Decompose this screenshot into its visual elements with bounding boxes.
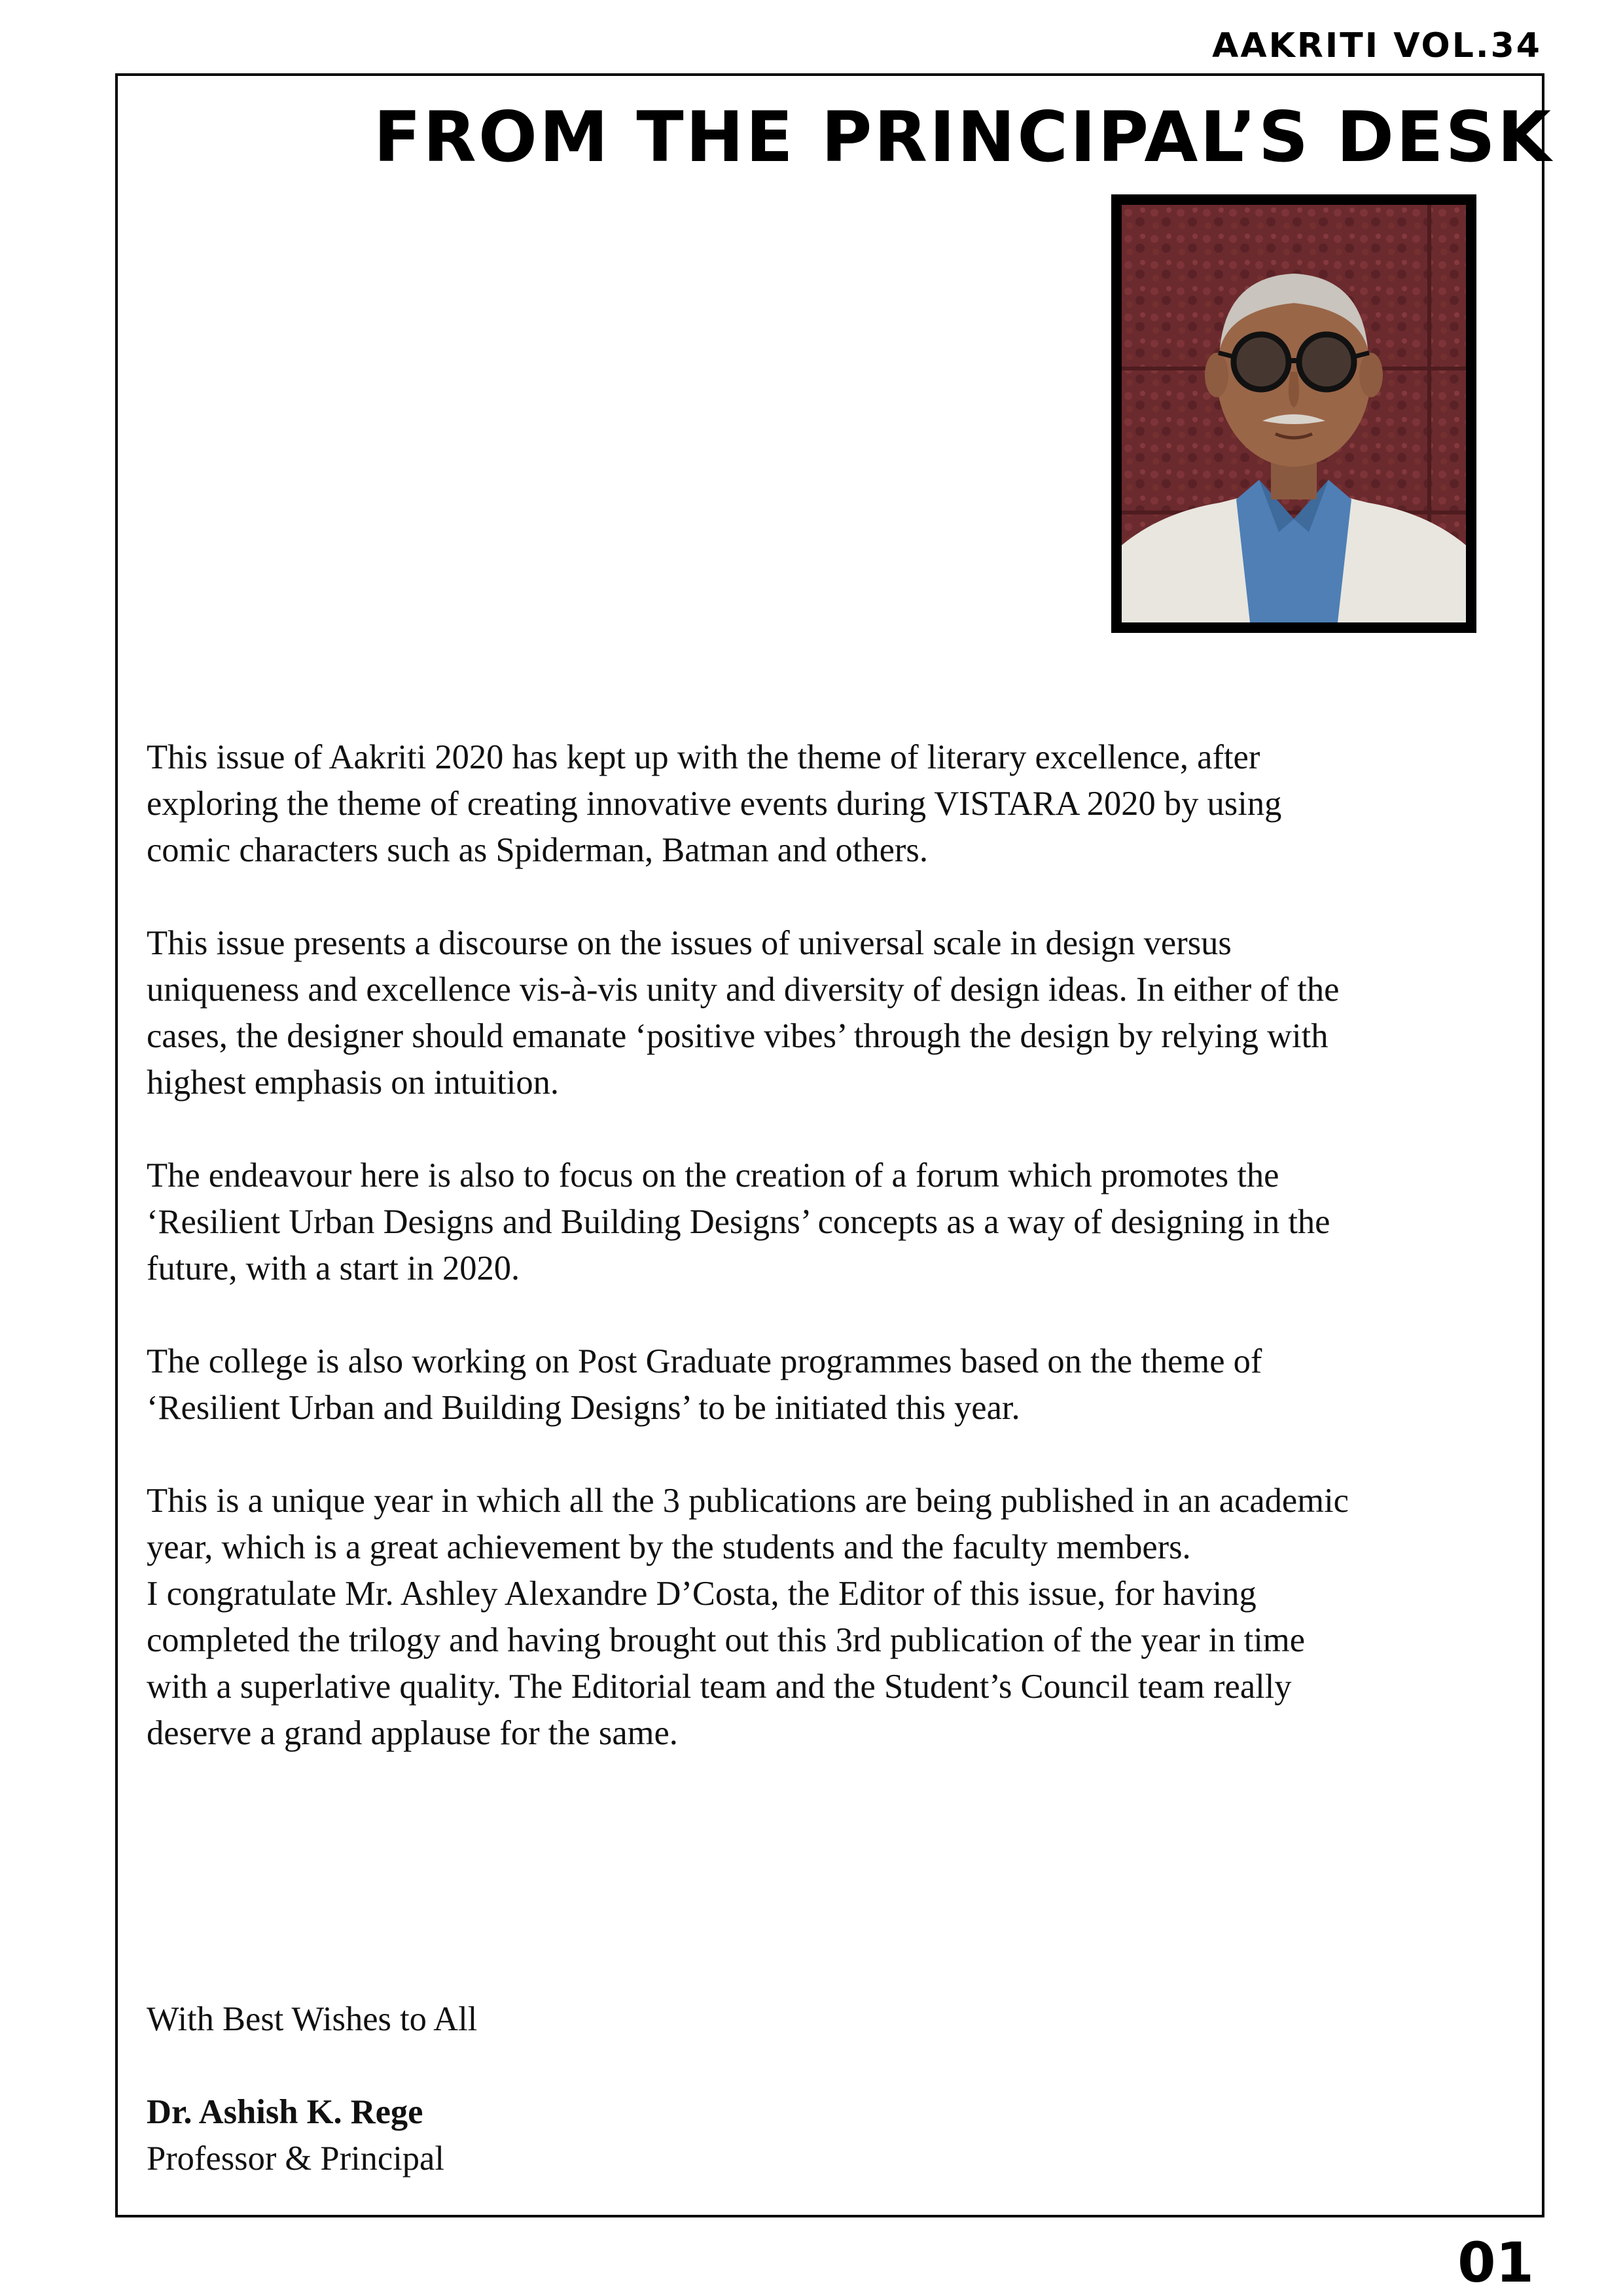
portrait-illustration [1122, 205, 1466, 622]
page-title: FROM THE PRINCIPAL’S DESK [373, 97, 1553, 177]
signoff-name: Dr. Ashish K. Rege [147, 2093, 423, 2131]
glasses [1234, 334, 1289, 389]
page-number: 01 [1457, 2231, 1534, 2295]
message-paragraph-1: This issue of Aakriti 2020 has kept up with the theme of literary excellence, after exploring the theme of creating innovative events during VISTARA 2020 by using comic characters such as Spiderman, Batman and others. [147, 738, 1282, 869]
signoff-block [147, 1996, 477, 2182]
message-paragraph-4: The college is also working on Post Graduate programmes based on the theme of ‘Resilient Urban and Building Designs’ to be initiated this year. [147, 1342, 1262, 1427]
magazine-volume-label: AAKRITI VOL.34 [1212, 26, 1542, 65]
message-paragraph-5: This is a unique year in which all the 3 publications are being published in an academic year, which is a great achievement by the students and the faculty members. I congratulate Mr. Ashley Alexandre D’Costa, the Editor of this issue, for having completed the trilogy and having brought out this 3rd publication of the year in time with a superlative quality. The Editorial team and the Student’s Council team really deserve a grand applause for the same. [147, 1482, 1349, 1752]
signoff-wishes: With Best Wishes to All [147, 2000, 478, 2038]
principal-portrait [1111, 194, 1476, 633]
message-paragraph-2: This issue presents a discourse on the issues of universal scale in design versus uniqueness and excellence vis-à-vis unity and diversity of design ideas. In either of the cases, the designer should emanate ‘positive vibes’ through the design by relying with highest emphasis on intuition. [147, 924, 1340, 1102]
signoff-role: Professor & Principal [147, 2140, 444, 2178]
message-paragraph-3: The endeavour here is also to focus on the creation of a forum which promotes the ‘Resilient Urban Designs and Building Designs’ concepts as a way of designing in the future, with a start in 2020. [147, 1157, 1330, 1287]
principal-message [147, 734, 1521, 1803]
